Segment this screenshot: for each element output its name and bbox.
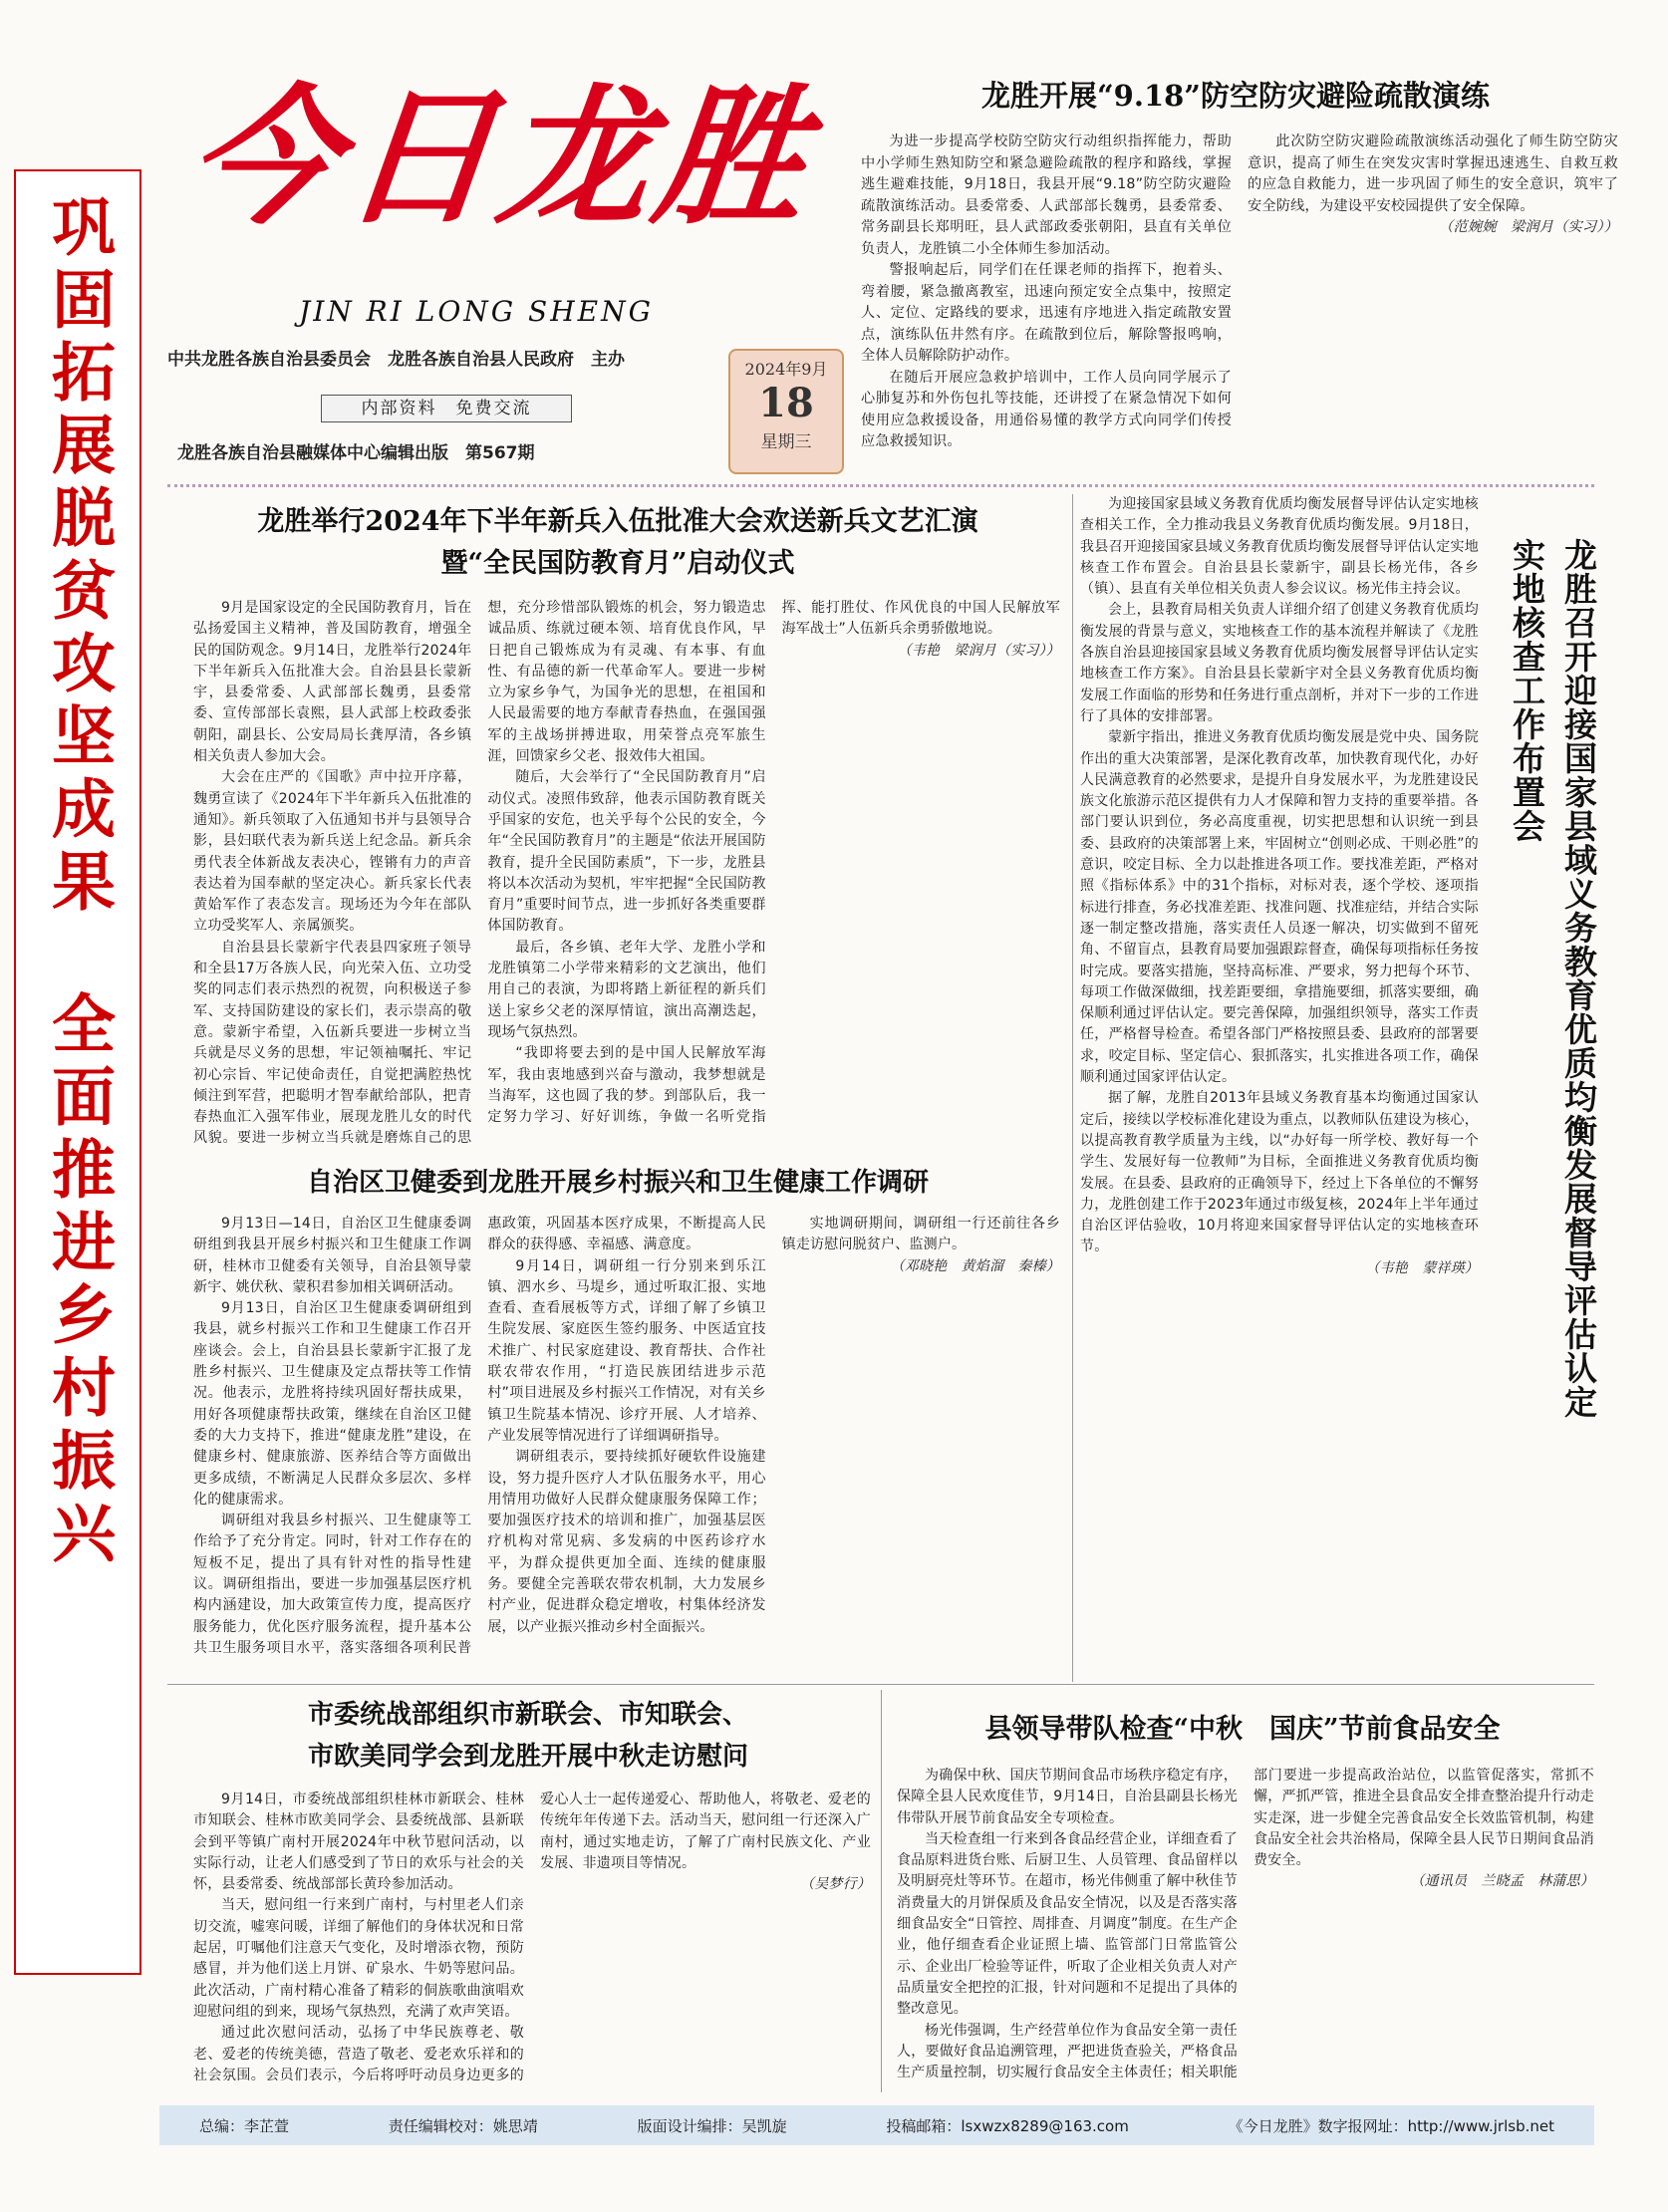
education-article-body <box>1080 494 1479 1670</box>
footer-bar <box>159 2105 1594 2145</box>
section-divider <box>167 484 1594 487</box>
united-article-body <box>193 1790 871 2094</box>
footer-designer: 版面设计编排：吴凯旋 <box>637 2116 787 2135</box>
masthead-logo <box>179 58 847 328</box>
recruit-headline-2: 暨“全民国防教育月”启动仪式 <box>440 548 795 579</box>
education-paragraph: 为迎接国家县域义务教育优质均衡发展督导评估认定实地核查相关工作，全力推动我县义务教育优质均衡发展。9月18日，我县召开迎接国家县域义务教育优质均衡发展督导评估认定实地核查工作布置会。自治县县长蒙新宇，副县长杨光伟，各乡（镇）、县直有关单位相关负责人参会议议。杨光伟主持会议。 <box>1080 496 1479 598</box>
education-paragraph: 会上，县教育局相关负责人详细介绍了创建义务教育优质均衡发展的背景与意义，实地核查工作的基本流程并解读了《龙胜各族自治县迎接国家县域义务教育优质均衡发展督导评估认定实地核查工作方案》。自治县县长蒙新宇对全县义务教育优质均衡发展工作面临的形势和任务进行重点剖析，并对下一步的工作进行了具体的安排部署。 <box>1080 602 1479 724</box>
slogan-line-1: 巩固拓展脱贫攻坚成果 <box>41 193 116 921</box>
recruit-paragraph: 9月是国家设定的全民国防教育月，旨在弘扬爱国主义精神，普及国防教育，增强全民的国防观念。9月14日，龙胜举行2024年下半年新兵入伍批准大会。自治县县长蒙新宇，县委常委、人武部部长魏勇，县委常委、宣传部部长袁熙，县人武部上校政委张朝阳，副县长、公安局局长龚厚清，各乡镇相关负责人参加大会。 <box>193 600 472 765</box>
health-paragraph: 9月13日—14日，自治区卫生健康委调研组到我县开展乡村振兴和卫生健康工作调研，桂林市卫健委有关领导，自治县领导蒙新宇、姚伏秋、蒙积君参加相关调研活动。 <box>193 1216 472 1295</box>
masthead-title: 今日龙胜 <box>179 70 821 245</box>
health-paragraph: 调研组表示，要持续抓好硬软件设施建设，努力提升医疗人才队伍服务水平，用心用情用功做好人民群众健康服务保障工作；要加强医疗技术的培训和推广，加强基层医疗机构对常见病、多发病的中医药诊疗水平，为群众提供更加全面、连续的健康服务。要健全完善联农带农机制，大力发展乡村产业，促进群众稳定增收，村集体经济发展，以产业振兴推动乡村全面振兴。 <box>487 1449 766 1635</box>
drill-headline: 龙胜开展“9.18”防空防灾避险疏散演练 <box>981 79 1490 113</box>
date-box <box>728 349 844 474</box>
date-weekday: 星期三 <box>760 432 812 452</box>
recruit-paragraph: 最后，各乡镇、老年大学、龙胜小学和龙胜镇第二小学带来精彩的文艺演出，他们用自己的表演，为即将踏上新征程的新兵们送上家乡父老的深厚情谊，演出高潮迭起，现场气氛热烈。 <box>487 939 766 1040</box>
food-paragraph: 当天检查组一行来到各食品经营企业，详细查看了食品原料进货台账、后厨卫生、人员管理、食品留样以及明厨亮灶等环节。在超市，杨光伟侧重了解中秋佳节消费量大的月饼保质及食品安全情况，以及是否落实落细食品安全“日管控、周排查、月调度”制度。在生产企业，他仔细查看企业证照上墙、监管部门日常监管公示、企业出厂检验等证件，听取了企业相关负责人对产品质量安全把控的汇报，针对问题和不足提出了具体的整改意见。 <box>897 1830 1238 2018</box>
column-divider <box>1072 494 1073 1682</box>
education-paragraph: 蒙新宇指出，推进义务教育优质均衡发展是党中央、国务院作出的重大决策部署，是深化教育改革，加快教育现代化，办好人民满意教育的必然要求，是提升自身发展水平，为龙胜建设民族文化旅游示范区提供有力人才保障和智力支持的重要举措。各部门要认识到位，务必高度重视，切实把思想和认识统一到县委、县政府的决策部署上来，牢固树立“创则必成、干则必胜”的意识，咬定目标、全力以赴推进各项工作。要找准差距，严格对照《指标体系》中的31个指标，对标对表，逐个学校、逐项指标进行排查，务必找准差距、找准问题、找准症结，并结合实际逐一制定整改措施，落实责任人员逐一解决，切实做到不留死角、不留盲点，县教育局要加强跟踪督查，确保每项指标任务按时完成。要落实措施，坚持高标准、严要求，努力把每个环节、每项工作做深做细，找差距要细，拿措施要细，抓落实要细，确保顺利通过评估认定。要完善保障，加强组织领导，落实工作责任，严格督导检查。希望各部门严格按照县委、县政府的部署要求，咬定目标、坚定信心、狠抓落实，扎实推进各项工作，确保顺利通过国家评估认定。 <box>1080 729 1479 1086</box>
health-headline: 自治区卫健委到龙胜开展乡村振兴和卫生健康工作调研 <box>306 1168 929 1198</box>
education-paragraph: 据了解，龙胜自2013年县域义务教育基本均衡通过国家认定后，接续以学校标准化建设为重点，以教师队伍建设为核心，以提高教育教学质量为主线，以“办好每一所学校、教好每一个学生、发展好每一位教师”为目标，全面推进义务教育优质均衡发展。在县委、县政府的正确领导下，经过上下各单位的不懈努力，龙胜创建工作于2023年通过市级复核，2024年上半年通过自治区评估验收，10月将迎来国家督导评估认定的实地核查环节。 <box>1080 1090 1479 1255</box>
united-paragraph: 9月14日，市委统战部组织桂林市新联会、桂林市知联会、桂林市欧美同学会、县委统战部、县新联会到平等镇广南村开展2024年中秋节慰问活动，以实际行动，让老人们感受到了节日的欢乐与社会的关怀，县委常委、统战部部长黄玲参加活动。 <box>193 1792 524 1893</box>
united-paragraph: 当天，慰问组一行来到广南村，与村里老人们亲切交流，嘘寒问暖，详细了解他们的身体状况和日常起居，叮嘱他们注意天气变化，及时增添衣物，预防感冒，并为他们送上月饼、矿泉水、牛奶等慰问品。此次活动，广南村精心准备了精彩的侗族歌曲演唱欢迎慰问组的到来，现场气氛热烈，充满了欢声笑语。 <box>193 1897 524 2020</box>
food-byline: （通讯员 兰晓孟 林蒲思） <box>1410 1873 1594 1890</box>
health-paragraph: 实地调研期间，调研组一行还前往各乡镇走访慰问脱贫户、监测户。 <box>781 1216 1060 1253</box>
recruit-paragraph: 自治县县长蒙新宇代表县四家班子领导和全县17万各族人民，向光荣入伍、立功受奖的同志们表示热烈的祝贺，向积极送子参军、支持国防建设的家长们，表示崇高的敬意。蒙新宇希望，入伍新兵要进一步树立当兵就是尽义务的思想，牢记领袖嘱托、牢记初心宗旨、牢记使命责任，自觉把满腔热忱倾注到军营，把聪明才智奉献给部队，把青春热血汇入强军伟业，展现龙胜儿女的时代风貌。要进一步树立当兵就是磨炼自己的思想，充分珍惜部队锻炼的机会，努力锻造忠诚品质、练就过硬本领、培育优良作风，早日把自己锻炼成为有灵魂、有本事、有血性、有品德的新一代革命军人。要进一步树立为家乡争气，为国争光的思想，在祖国和人民最需要的地方奉献青春热血，在强国强军的主战场拼搏进取，用荣誉点亮军旅生涯，回馈家乡父老、报效伟大祖国。 <box>193 600 766 1147</box>
food-paragraph: 为确保中秋、国庆节期间食品市场秩序稳定有序，保障全县人民欢度佳节，9月14日，自治县副县长杨光伟带队开展节前食品安全专项检查。 <box>897 1768 1238 1826</box>
masthead-sponsors: 中共龙胜各族自治县委员会 龙胜各族自治县人民政府 主办 <box>167 350 625 370</box>
education-headline: 龙胜召开迎接国家县域义务教育优质均衡发展督导评估认定实地核查工作布置会 <box>1508 538 1598 1419</box>
slogan-line-2: 全面推进乡村振兴 <box>41 990 116 1572</box>
food-headline: 县领导带队检查“中秋 国庆”节前食品安全 <box>984 1714 1501 1745</box>
drill-article-body <box>861 132 1618 460</box>
footer-website: 《今日龙胜》数字报网址：http://www.jrlsb.net <box>1228 2116 1554 2135</box>
recruit-byline: （韦艳 梁润月（实习）） <box>897 642 1060 659</box>
drill-paragraph: 此次防空防灾避险疏散演练活动强化了师生防空防灾意识，提高了师生在突发灾害时掌握迅速逃生、自救互救的应急自救能力，进一步巩固了师生的安全意识，筑牢了安全防线，为建设平安校园提供了安全保障。 <box>1248 134 1618 214</box>
masthead-pinyin: JIN RI LONG SHENG <box>299 295 654 328</box>
footer-email: 投稿邮箱：lsxwzx8289@163.com <box>886 2116 1129 2135</box>
footer-responsible-editor: 责任编辑校对：姚思靖 <box>388 2116 538 2135</box>
united-headline-1: 市委统战部组织市新联会、市知联会、 <box>307 1700 748 1730</box>
health-byline: （邓晓艳 黄焰溜 秦榛） <box>890 1257 1060 1274</box>
date-month: 2024年9月 <box>744 360 828 379</box>
recruit-article-body <box>193 598 1060 1151</box>
united-headline-2: 市欧美同学会到龙胜开展中秋走访慰问 <box>307 1742 748 1772</box>
date-day: 18 <box>758 380 814 426</box>
drill-paragraph: 为进一步提高学校防空防灾行动组织指挥能力，帮助中小学师生熟知防空和紧急避险疏散的程序和路线，掌握逃生避难技能，9月18日，我县开展“9.18”防空防灾避险疏散演练活动。县委常委、人武部部长魏勇，县委常委、常务副县长郑明旺，县人武部政委张朝阳，县直有关单位负责人，龙胜镇二小全体师生参加活动。 <box>861 134 1232 257</box>
health-paragraph: 9月13日，自治区卫生健康委调研组到我县，就乡村振兴工作和卫生健康工作召开座谈会。会上，自治县县长蒙新宇汇报了龙胜乡村振兴、卫生健康及定点帮扶等工作情况。他表示，龙胜将持续巩固好帮扶成果，用好各项健康帮扶政策，继续在自治区卫健委的大力支持下，推进“健康龙胜”建设，在健康乡村、健康旅游、医养结合等方面做出更多成绩，不断满足人民群众多层次、多样化的健康需求。 <box>193 1300 472 1508</box>
united-byline: （吴梦行） <box>800 1876 871 1893</box>
recruit-paragraph: “我即将要去到的是中国人民解放军海军，我由衷地感到兴奋与激动，我梦想就是当海军，这也圆了我的梦。到部队后，我一定努力学习、好好训练，争做一名听党指挥、能打胜仗、作风优良的中国人民解放军海军战士”人伍新兵余勇骄傲地说。 <box>487 600 1060 1126</box>
food-article-body <box>897 1766 1594 2092</box>
food-paragraph: 杨光伟强调，生产经营单位作为食品安全第一责任人，要做好食品追溯管理，严把进货查验关，严格食品生产质量控制，切实履行食品安全主体责任；相关职能部门要进一步提高政治站位，以监管促落实，常抓不懈，严抓严管，推进全县食品安全排查整治提升行动走实走深，进一步健全完善食品安全长效监管机制，构建食品安全社会共治格局，保障全县人民节日期间食品消费安全。 <box>897 1768 1594 2081</box>
united-paragraph: 通过此次慰问活动，弘扬了中华民族尊老、敬老、爱老的传统美德，营造了敬老、爱老欢乐祥和的社会氛围。会员们表示，今后将呼吁动员身边更多的爱心人士一起传递爱心、帮助他人，将敬老、爱老的传统年年传递下去。活动当天，慰问组一行还深入广南村，通过实地走访，了解了广南村民族文化、产业发展、非遗项目等情况。 <box>193 1792 871 2083</box>
education-byline: （韦艳 蒙祥瑛） <box>1365 1259 1479 1276</box>
column-divider <box>881 1690 882 2092</box>
health-paragraph: 9月14日，调研组一行分别来到乐江镇、泗水乡、马堤乡，通过听取汇报、实地查看、查看展板等方式，详细了解了乡镇卫生院发展、家庭医生签约服务、中医适宜技术推广、村民家庭建设、教育帮扶、合作社联农带农作用，“打造民族团结进步示范村”项目进展及乡村振兴工作情况，对有关乡镇卫生院基本情况、诊疗开展、人才培养、产业发展等情况进行了详细调研指导。 <box>487 1257 766 1444</box>
drill-byline: （范婉婉 梁润月（实习）） <box>1439 219 1618 235</box>
slogan-banner <box>14 169 141 1975</box>
drill-paragraph: 在随后开展应急救护培训中，工作人员向同学展示了心肺复苏和外伤包扎等技能，还讲授了在紧急情况下如何使用应急救援设备，用通俗易懂的教学方式向同学们传授应急救援知识。 <box>861 369 1232 449</box>
internal-note: 内部资料 免费交流 <box>321 395 572 422</box>
recruit-headline-1: 龙胜举行2024年下半年新兵入伍批准大会欢送新兵文艺汇演 <box>257 506 978 537</box>
section-divider <box>167 1684 1594 1685</box>
footer-chief-editor: 总编：李芷萱 <box>199 2116 290 2135</box>
masthead-publisher: 龙胜各族自治县融媒体中心编辑出版 第567期 <box>177 443 535 463</box>
recruit-paragraph: 大会在庄严的《国歌》声中拉开序幕，魏勇宣读了《2024年下半年新兵入伍批准的通知》。新兵领取了入伍通知书并与县领导合影，县妇联代表为新兵送上纪念品。新兵余勇代表全体新战友表决心，铿锵有力的声音表达着为国奉献的坚定决心。新兵家长代表黄姶军作了表态发言。现场还为今年在部队立功受奖军人、亲属颁奖。 <box>193 769 472 935</box>
health-paragraph: 调研组对我县乡村振兴、卫生健康等工作给予了充分肯定。同时，针对工作存在的短板不足，提出了具有针对性的指导性建议。调研组指出，要进一步加强基层医疗机构内涵建设，加大政策宣传力度，提高医疗服务能力，优化医疗服务流程，提升基本公共卫生服务项目水平，落实落细各项利民普惠政策，巩固基本医疗成果，不断提高人民群众的获得感、幸福感、满意度。 <box>193 1216 766 1656</box>
health-article-body <box>193 1214 1060 1674</box>
recruit-paragraph: 随后，大会举行了“全民国防教育月”启动仪式。凌照伟致辞，他表示国防教育既关乎国家的安危，也关乎每个公民的安全，今年“全民国防教育月”的主题是“依法开展国防教育，提升全民国防素质”，下一步，龙胜县将以本次活动为契机，牢牢把握“全民国防教育月”重要时间节点，进一步抓好各类重要群体国防教育。 <box>487 769 766 935</box>
drill-paragraph: 警报响起后，同学们在任课老师的指挥下，抱着头、弯着腰，紧急撤离教室，迅速向预定安全点集中，按照定人、定位、定路线的要求，迅速有序地进入指定疏散安置点，演练队伍井然有序。在疏散到位后，解除警报鸣响，全体人员解除防护动作。 <box>861 262 1232 364</box>
